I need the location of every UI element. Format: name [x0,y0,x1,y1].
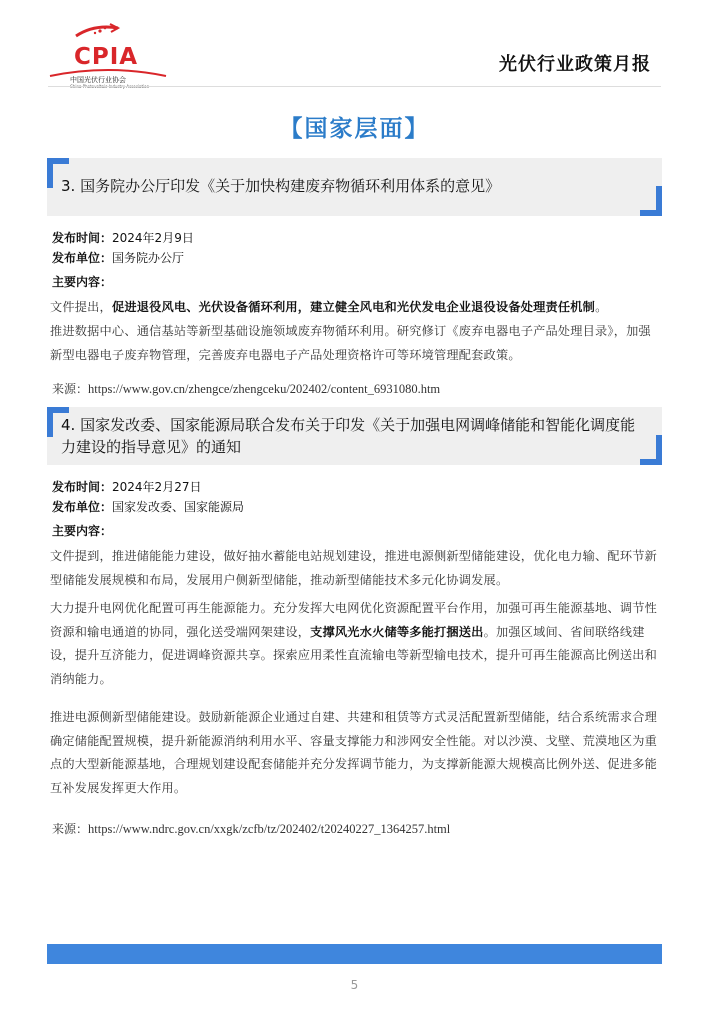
date-value: 2024年2月9日 [112,231,194,245]
unit-value: 国家发改委、国家能源局 [112,500,245,514]
page-number: 5 [350,978,359,992]
source-url[interactable]: https://www.gov.cn/zhengce/zhengceku/202402/content_6931080.htm [88,382,441,396]
corner-accent [640,210,662,216]
item-3-heading: 3. 国务院办公厅印发《关于加快构建废弃物循环利用体系的意见》 [61,177,501,195]
item-4-unit [52,498,244,515]
item-3-paragraph-2: 推进数据中心、通信基站等新型基础设施领域废弃物循环利用。研究修订《废弃电器电子产品处理目录》，加强新型电器电子废弃物管理，完善废弃电器电子产品处理资格许可等环境管理配套政策。 [50,324,651,362]
item-3-paragraph-1: 文件提出，促进退役风电、光伏设备循环利用，建立健全风电和光伏发电企业退役设备处理责任机制。 [50,300,608,314]
date-value: 2024年2月27日 [112,480,202,494]
date-label: 发布时间： [52,480,113,494]
corner-accent [640,459,662,465]
unit-value: 国务院办公厅 [112,251,185,265]
section-title: 【国家层面】 [279,116,430,142]
corner-accent [47,407,69,413]
item-3-source [52,380,440,397]
item-3-content-label: 主要内容： [52,275,113,289]
item-4-source [52,820,450,837]
emphasis-text: 支撑风光水火储等多能打捆送出 [310,624,484,639]
item-4-banner [47,407,662,465]
item-4-heading: 4. 国家发改委、国家能源局联合发布关于印发《关于加强电网调峰储能和智能化调度能力建设的指导意见》的通知 [61,416,636,456]
item-3-unit [52,249,184,266]
logo-chinese-name: 中国光伏行业协会 [70,76,126,84]
logo-wordmark: CPIA [74,44,139,70]
source-label: 来源： [52,382,89,396]
source-url[interactable]: https://www.ndrc.gov.cn/xxgk/zcfb/tz/202402/t20240227_1364257.html [88,822,451,836]
item-4-date [52,478,201,495]
footer-bar [47,944,662,964]
source-label: 来源： [52,822,89,836]
unit-label: 发布单位： [52,251,113,265]
item-3-date [52,229,194,246]
cpia-logo [48,22,168,88]
unit-label: 发布单位： [52,500,113,514]
item-4-content-label: 主要内容： [52,524,113,538]
item-4-paragraph-2: 大力提升电网优化配置可再生能源能力。充分发挥大电网优化资源配置平台作用，加强可再生能源基地、调节性资源和输电通道的协同，强化送受端网架建设，支撑风光水火储等多能打捆送出。加强区域间、省间联络线建设，提升互济能力，促进调峰资源共享。探索应用柔性直流输电等新型输电技术，提升可再生能源高比例送出和消纳能力。 [50,601,657,686]
header-divider [48,86,661,87]
item-3-banner [47,158,662,216]
corner-accent [47,158,69,164]
report-title: 光伏行业政策月报 [499,54,651,75]
item-4-paragraph-3: 推进电源侧新型储能建设。鼓励新能源企业通过自建、共建和租赁等方式灵活配置新型储能，结合系统需求合理确定储能配置规模，提升新能源消纳利用水平、容量支撑能力和涉网安全性能。对以沙漠、戈壁、荒漠地区为重点的大型新能源基地，合理规划建设配套储能并充分发挥调节能力，为支撑新能源大规模高比例外送、促进多能互补发展发挥更大作用。 [50,710,657,795]
item-4-paragraph-1: 文件提到，推进储能能力建设，做好抽水蓄能电站规划建设，推进电源侧新型储能建设，优化电力输、配环节新型储能发展规模和布局，发展用户侧新型储能，推动新型储能技术多元化协调发展。 [50,549,657,587]
emphasis-text: 促进退役风电、光伏设备循环利用，建立健全风电和光伏发电企业退役设备处理责任机制 [111,300,596,314]
date-label: 发布时间： [52,231,113,245]
